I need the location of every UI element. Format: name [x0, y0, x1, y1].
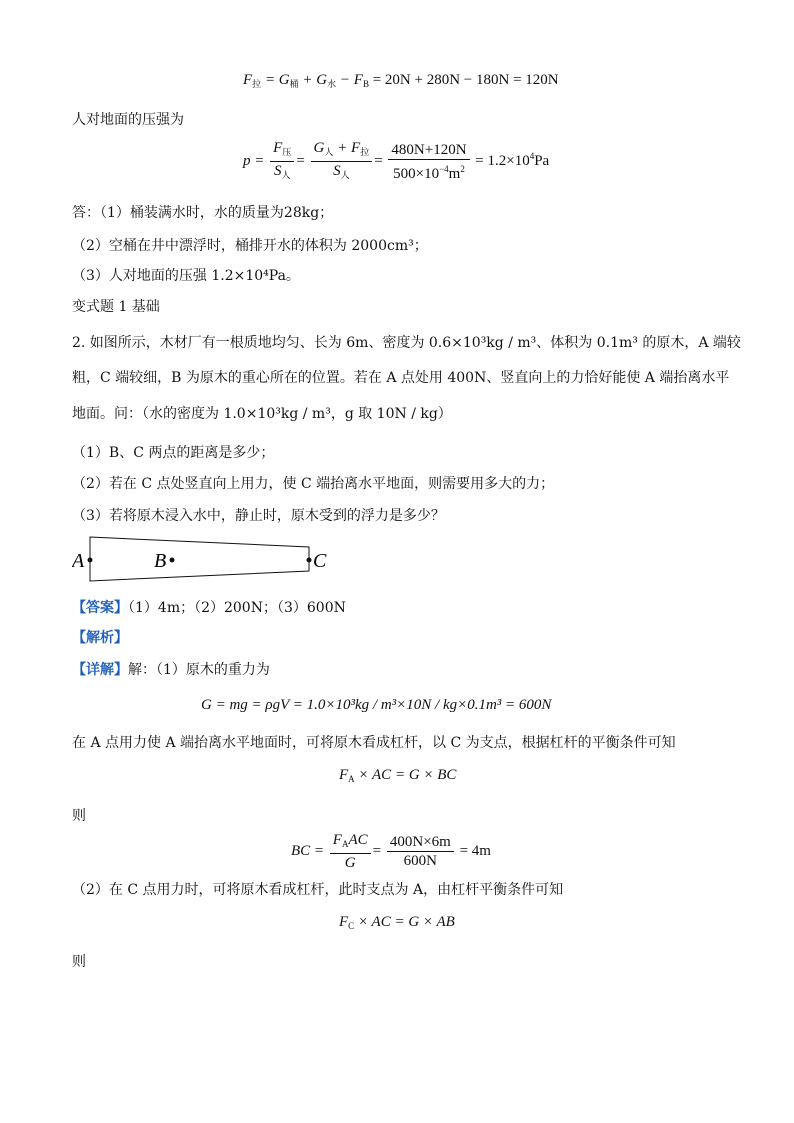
- sub: 人: [324, 147, 334, 157]
- sub: 人: [340, 170, 350, 180]
- den: S: [273, 163, 282, 179]
- question-line-1: 2. 如图所示，木材厂有一根质地均匀、长为 6m、密度为 0.6×10³kg / m³、体积为 0.1m³ 的原木，A 端较: [72, 335, 741, 351]
- analysis-row: [72, 628, 128, 648]
- text-pressure-intro: 人对地面的压强为: [72, 112, 184, 128]
- eq-symbol: F: [243, 72, 253, 88]
- answer-tag: 【答案】: [72, 600, 128, 616]
- point-b-dot: [170, 558, 175, 563]
- equation-bc: BC = $\frac{F_AAC}{G}$ = $\frac{400N\times 6m}{600N}$ = 4m: [291, 832, 491, 871]
- point-a-dot: [88, 558, 93, 563]
- eq-subscript: 水: [327, 79, 337, 89]
- then-2: 则: [72, 954, 86, 970]
- eq-symbol: F: [339, 767, 349, 783]
- answer-line-1: 答：（1）桶装满水时，水的质量为28kg；: [72, 205, 334, 221]
- eq-symbol: + G: [302, 72, 328, 88]
- answer-line-2: （2）空桶在井中漂浮时，桶排开水的体积为 2000cm³；: [72, 238, 428, 254]
- eq-rest: × AC = G × AB: [357, 914, 455, 930]
- fraction-1: [270, 140, 294, 183]
- eq-subscript: A: [348, 774, 355, 784]
- sub: 压: [282, 147, 292, 157]
- analysis-tag: 【解析】: [72, 630, 128, 646]
- label-b: B: [154, 550, 167, 572]
- num: F: [332, 832, 342, 848]
- sub: 拉: [360, 147, 370, 157]
- answer-text: （1）4m；（2）200N；（3）600N: [128, 600, 346, 616]
- log-shape: [90, 537, 309, 581]
- den: G: [344, 855, 356, 871]
- question-line-2: 粗，C 端较细，B 为原木的重心所在的位置。若在 A 点处用 400N、竖直向上的力恰好能使 A 端抬离水平: [72, 370, 730, 386]
- eq-symbol: F: [339, 914, 349, 930]
- fraction-1: [330, 832, 371, 871]
- label-a: A: [72, 550, 85, 572]
- detail-text: 解：（1）原木的重力为: [128, 662, 270, 678]
- detail-tag: 【详解】: [72, 662, 128, 678]
- num: + F: [337, 140, 361, 156]
- equation-balance-2: [339, 914, 455, 931]
- sup: −4: [439, 163, 449, 174]
- fraction-3: [388, 142, 469, 182]
- den: 500×10: [393, 165, 440, 182]
- eq-symbol: − F: [339, 72, 363, 88]
- num: AC: [348, 832, 368, 848]
- question-line-3: 地面。问：（水的密度为 1.0×10³kg / m³，g 取 10N / kg）: [72, 406, 452, 422]
- answer-row: [72, 598, 346, 618]
- den: S: [333, 163, 341, 179]
- then-1: 则: [72, 808, 86, 824]
- question-part-2: （2）若在 C 点处竖直向上用力，使 C 端抬离水平地面，则需要用多大的力；: [72, 476, 555, 492]
- question-part-1: （1）B、C 两点的距离是多少；: [72, 445, 275, 461]
- eq-subscript: 拉: [252, 79, 262, 89]
- point-c-dot: [307, 558, 312, 563]
- equation-gravity: G = mg = ρgV = 1.0×10³kg / m³×10N / kg×0.1m³ = 600N: [201, 697, 552, 713]
- eq-p: p =: [243, 152, 265, 169]
- eq-result: = 4m: [459, 842, 491, 859]
- answer-line-3: （3）人对地面的压强 1.2×10⁴Pa。: [72, 268, 300, 284]
- eq-subscript: C: [348, 921, 355, 931]
- eq-result: = 1.2×10: [475, 152, 530, 169]
- lever-text-1: 在 A 点用力使 A 端抬离水平地面时，可将原木看成杠杆，以 C 为支点，根据杠杆的平衡条件可知: [72, 735, 676, 751]
- num: G: [313, 140, 325, 156]
- log-diagram: [72, 533, 342, 585]
- sub: A: [341, 839, 349, 849]
- fraction-2: [387, 834, 454, 869]
- eq-subscript: B: [362, 79, 369, 89]
- eq-lhs: BC =: [291, 842, 325, 859]
- num: F: [273, 140, 283, 156]
- sup: 4: [529, 150, 535, 161]
- variant-heading: 变式题 1 基础: [72, 299, 160, 315]
- eq-unit: Pa: [534, 152, 550, 169]
- fraction-2: [311, 140, 373, 183]
- question-part-3: （3）若将原木浸入水中，静止时，原木受到的浮力是多少？: [72, 508, 445, 524]
- num: 400N×6m: [387, 834, 454, 852]
- label-c: C: [313, 550, 327, 572]
- den-unit: m: [448, 165, 461, 182]
- equation-pressure: p = $\frac{F_压}{S_人}$ = $\frac{G_人 + F_拉}{S_人}$ = $\frac{480N+120N}{500\times 10^{-4}m^2}$ = $1.2\times 10^4Pa$: [243, 140, 550, 182]
- equation-balance-1: [339, 767, 456, 784]
- eq-rest: × AC = G × BC: [358, 767, 457, 783]
- detail-row: [72, 660, 270, 680]
- eq-subscript: 桶: [289, 79, 299, 89]
- den: 600N: [403, 853, 438, 869]
- sup: 2: [460, 163, 465, 174]
- equation-pull-force: [243, 72, 559, 90]
- eq-symbol: = G: [264, 72, 290, 88]
- sub: 人: [281, 170, 291, 180]
- eq-result: = 20N + 280N − 180N = 120N: [372, 72, 559, 88]
- num: 480N+120N: [388, 142, 469, 160]
- lever-text-2: （2）在 C 点用力时，可将原木看成杠杆，此时支点为 A，由杠杆平衡条件可知: [72, 882, 564, 898]
